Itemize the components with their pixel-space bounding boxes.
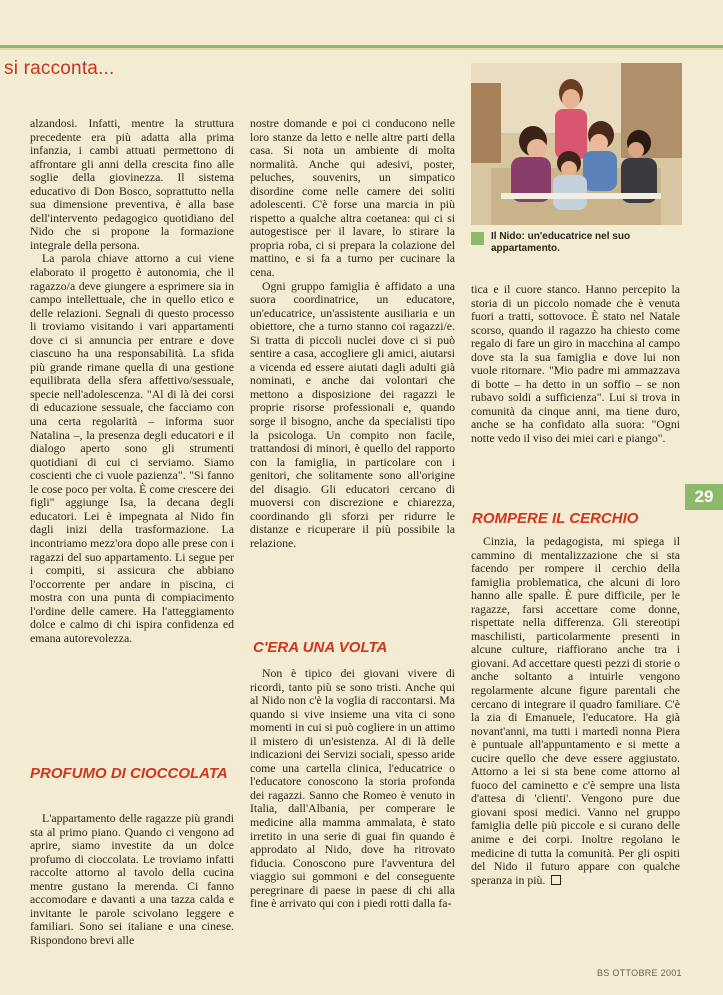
photo-educator-apartment — [471, 63, 682, 225]
caption-marker — [471, 232, 484, 245]
column-1-continued — [30, 812, 234, 947]
paragraph: alzandosi. Infatti, mentre la struttura precedente era più adatta alla prima infanzia, i cambi attuati permettono di affrontare gli anni della crescita fino alle soglie della giovinezza. Il sistema educativo di Don Bosco, soprattutto nella sua dimensione preventiva, è alla base dell'intervento pedagogico quotidiano del Nido che si propone la formazione integrale della persona. — [30, 116, 234, 252]
column-3-continued — [471, 535, 680, 887]
column-3 — [471, 283, 680, 446]
page-number-tab: 29 — [685, 484, 723, 510]
column-2 — [250, 117, 455, 551]
paragraph: La parola chiave attorno a cui viene elaborato il progetto è autonomia, che il ragazzo/a deve giungere a esprimere sia in campo intellettuale, che in quello etico e delle relazioni. Segnali di questo processo li troviamo visitando i vari appartamenti dove ci si annuncia per entrare e dove ciascuno ha una responsabilità. La sfida più grande rimane quella di una gestione equilibrata della sfera affettivo/sessuale, specie nell'adolescenza. "Al di là dei corsi di educazione sessuale, che facciamo con una certa regolarità – informa suor Natalina –, la presenza degli educatori e il dialogo aperto sono gli strumenti quotidiani di cui ci serviamo. Siamo coscienti che ci vuole pazienza". "Si fanno le cose poco per volta. È come crescere dei figli" aggiunge Isa, la decana degli educatori. Lei è impegnata al Nido fin dagli inizi della trasformazione. La incontriamo mezz'ora dopo alle prese con i ragazzi del suo appartamento. Li segue per i compiti, si assicura che abbiano l'occorrente per andare in piscina, ci mostra con una punta di compiacimento l'ordine delle camere. Ha l'atteggiamento dolce e calmo di chi ispira confidenza ed emana autorevolezza. — [30, 251, 234, 645]
photo-caption: Il Nido: un'educatrice nel suo appartamento. — [471, 231, 682, 255]
header-rule-light — [0, 48, 723, 50]
page-footer: BS OTTOBRE 2001 — [597, 968, 682, 978]
photo-illustration — [471, 63, 682, 225]
column-2-continued — [250, 667, 455, 911]
column-1 — [30, 117, 234, 645]
paragraph: nostre domande e poi ci conducono nelle loro stanze da letto e nelle altre parti della casa. Si nota un ambiente di molta normalità. Anche qui adesivi, poster, peluches, souvenirs, un simpatico disordine come nelle camere dei soliti adolescenti. C'è forse una marcia in più rispetto a qualche altra coetanea: qui ci si autogestisce per il lavare, lo stirare la propria roba, ci si prepara la colazione del mattino, e si fa a turno per cucinare la cena. — [250, 116, 455, 280]
paragraph: Ogni gruppo famiglia è affidato a una suora coordinatrice, un educatore, un'educatrice, un'assistente ausiliaria e un obiettore, che a turno stanno coi ragazzi/e. Si tratta di piccoli nuclei dove ci si può sentire a casa, accogliere gli amici, aiutarsi a vicenda ed essere aiutati dagli adulti già nominati, e anche dai volontari che mettono a disposizione dei ragazzi le proprie risorse professionali e, quando sorge il bisogno, anche da specialisti tipo la psicologa. Un compito non facile, trattandosi di minori, è quello del rapporto con la famiglia, in particolare con i genitori, che solitamente sono all'origine del disagio. Gli educatori cercano di muoversi con discrezione e chiarezza, coordinando gli sforzi per ridurre le distanze e ricuperare il più possibile la relazione. — [250, 278, 455, 550]
paragraph-text: Cinzia, la pedagogista, mi spiega il cammino di mentalizzazione che si sta facendo per rompere il cerchio della famiglia problematica, che alcuni di loro hanno alle spalle. È pure difficile, per le ragazze, farsi accettare come donne, rispettate nella differenza. Gli stereotipi maschilisti, particolarmente presenti in alcune culture, riaffiorano anche tra i giovani. Ad accettare questi pezzi di storie o anche soltanto a intuirle vengono regolarmente alcune figure parentali che cercano di integrare il quadro familiare. C'è la zia di Emanuele, l'educatore. Ha già novant'anni, ma tutti i martedì nonna Piera è puntuale all'appuntamento e si mette a cucire quello che deve essere aggiustato. Attorno a lei si sta bene come attorno al fuoco del caminetto e c'è sempre una lista d'attesa di 'clienti'. Vengono pure due giovani sposi medici. Vanno nel gruppo famiglia delle più piccole e si curano delle anime e dei corpi. Inoltre regolano le medicine di tutta la comunità. Per gli ospiti del Nido il futuro appare con qualche speranza in più. — [471, 534, 680, 887]
paragraph: Non è tipico dei giovani vivere di ricordi, tanto più se sono tristi. Anche qui al Nido non c'è la voglia di raccontarsi. Ma quando si vive insieme una vita ci sono momenti in cui si può cogliere in un attimo il mistero di un'esistenza. Al di là delle indicazioni dei Servizi sociali, spesso aride come una cartella clinica, l'educatrice o l'educatore conoscono la storia profonda dei ragazzi. Sanno che Romeo è venuto in Italia, dall'Albania, per comperare le medicine alla mamma ammalata, è stato irretito in una serie di guai fin quando è approdato al Nido, dove ha ritrovato fiducia. Conoscono pure l'avventura del viaggio sui gommoni e del conseguente peregrinare di paese in paese di chi alla fine è arrivato qui con i piedi rotti dalla fa- — [250, 666, 455, 911]
subheading-rompere-il-cerchio: ROMPERE IL CERCHIO — [472, 510, 639, 527]
subheading-profumo: PROFUMO DI CIOCCOLATA — [30, 765, 228, 782]
paragraph: L'appartamento delle ragazze più grandi sta al primo piano. Quando ci vengono ad aprire, siamo investite da un dolce profumo di cioccolata. Le troviamo infatti raccolte attorno al tavolo della cucina mentre gustano la merenda. Ci fanno accomodare e davanti a una tazza calda e invitante le parole scivolano leggere e familiari. Sono sei italiane e una cinese. Rispondono brevi alle — [30, 811, 234, 947]
paragraph — [471, 535, 680, 887]
end-of-article-icon — [551, 875, 561, 885]
section-title: si racconta... — [4, 58, 115, 79]
paragraph: tica e il cuore stanco. Hanno percepito la storia di un piccolo nomade che è venuta fuori a tratti, sottovoce. È stato nel Natale scorso, quando il ragazzo ha chiesto come regalo di fare un giro in macchina al campo dove sta la sua famiglia e dove lui non vuole ritornare. "Mio padre mi ammazzava di botte – ha detto in un soffio – se non rubavo soldi a sufficienza". Lui si trova in comunità da cinque anni, ma tiene duro, anche se ha confidato alla suora: "Ogni notte vedo il viso dei miei cari e piango". — [471, 282, 680, 446]
subheading-cera-una-volta: C'ERA UNA VOLTA — [253, 639, 388, 656]
